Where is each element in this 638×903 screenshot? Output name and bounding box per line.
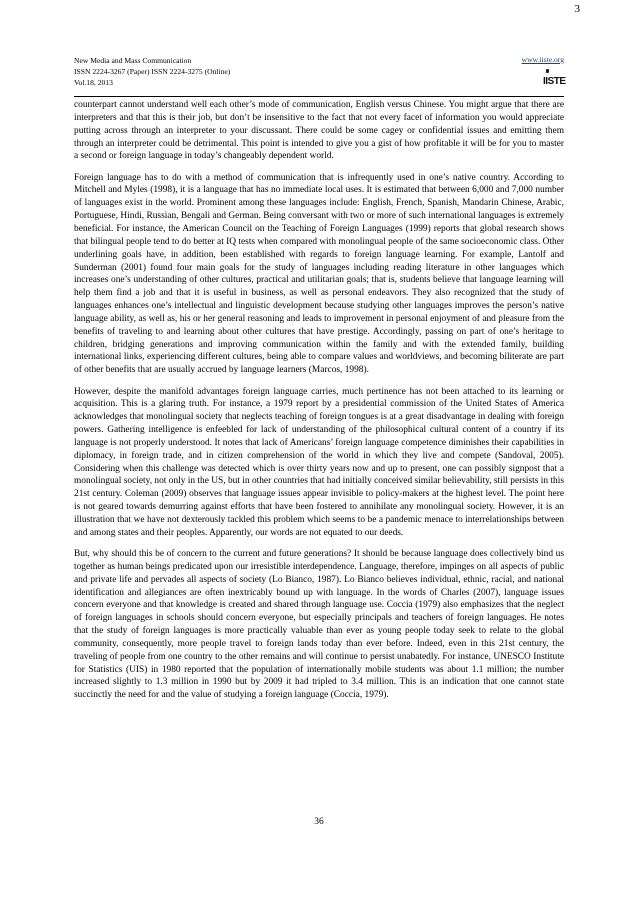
page-number-top: 3 (574, 3, 580, 15)
issn-line: ISSN 2224-3267 (Paper) ISSN 2224-3275 (Online) (74, 67, 231, 76)
journal-title: New Media and Mass Communication (74, 56, 192, 65)
article-body (74, 99, 564, 711)
logo-text: IISTE (543, 76, 566, 87)
paragraph-1: counterpart cannot understand well each other’s mode of communication, English versus Chinese. You might argue that there are interpreters and that this is their job, but don’t be insensitive to the fact that not every facet of information you would appreciate putting across through an interpreter to your discussant. There could be some cagey or confidential issues and emitting them through an interpreter could be detrimental. This point is intended to give you a gist of how profitable it will be for you to master a second or foreign language in today’s changeably dependent world. (74, 100, 564, 162)
paragraph-3: However, despite the manifold advantages foreign language carries, much pertinence has not been attached to its learning or acquisition. This is a glaring truth. For instance, a 1979 report by a presidential commission of the United States of America acknowledges that monolingual society that neglects teaching of foreign tongues is at a great disadvantage in dealing with foreign powers. Gathering intelligence is enfeebled for lack of understanding of the philosophical cultural content of a country if its language is not properly understood. It notes that lack of Americans’ foreign language competence diminishes their capabilities in diplomacy, in foreign trade, and in citizen comprehension of the world in which they live and compete (Sandoval, 2005). Considering when this challenge was detected which is over thirty years now and up to present, one can possibly signpost that a monolingual society, not only in the US, but in other countries that had initially conceived similar believability, still persists in this 21st century. Coleman (2009) observes that language issues appear invisible to policy-makers at the highest level. The point here is not geared towards demurring against efforts that have been fostered to annihilate any monolingual society. However, it is an illustration that we have not dexterously tackled this problem which seems to be a pandemic menace to interrelationships between and among states and their peoples. Apparently, our words are not equated to our deeds. (74, 386, 564, 538)
journal-header (74, 55, 564, 97)
iiste-logo-icon (543, 69, 566, 91)
paragraph-4: But, why should this be of concern to the current and future generations? It should be because language does collectively bind us together as human beings predicated upon our irresistible interdependence. Language, therefore, impinges on all aspects of public and private life and pervades all aspects of society (Lo Bianco, 1987). Lo Bianco believes individual, ethnic, racial, and national identification and allegiances are often inextricably bound up with language. In the words of Charles (2007), language issues concern everyone and that knowledge is created and shared through language use. Coccia (1979) also emphasizes that the neglect of foreign languages in schools should concern everyone, but especially principals and teachers of foreign languages. He notes that the study of foreign languages is more practically valuable than ever as young people today seek to relate to the global community, consequently, more people travel to foreign lands today than ever before. Indeed, even in this 21st century, the traveling of people from one country to the other remains and will continue to persist unabatedly. For instance, UNESCO Institute for Statistics (UIS) in 1980 reported that the population of internationally mobile students was about 1.1 million; the number increased slightly to 1.3 million in 1990 but by 2009 it had tripled to 3.4 million. This is an indication that one cannot state succinctly the need for and the value of studying a foreign language (Coccia, 1979). (74, 549, 564, 701)
page-number-bottom: 36 (314, 817, 324, 827)
volume-line: Vol.18, 2013 (74, 78, 113, 87)
header-divider (74, 96, 564, 97)
journal-url-link[interactable]: www.iiste.org (521, 55, 564, 64)
paragraph-2: Foreign language has to do with a method of communication that is infrequently used in one’s native country. According to Mitchell and Myles (1998), it is a language that has no immediate local uses. It is estimated that between 6,000 and 7,000 number of languages exist in the world. Prominent among these languages include: English, French, Spanish, Mandarin Chinese, Arabic, Portuguese, Hindi, Russian, Bengali and German. Being conversant with two or more of such international languages is extremely beneficial. For instance, the American Council on the Teaching of Foreign Languages (1999) reports that global research shows that bilingual people tend to do better at IQ tests when compared with monolingual people of the same socioeconomic class. Other underlining goals have, in addition, been established with regards to foreign language learning. For example, Lantolf and Sunderman (2001) found four main goals for the study of languages including reading literature in other languages which increases one’s understanding of other cultures, practical and utilitarian goals; that is, students believe that language learning will help them find a job and that it is useful in business, as well as personal endeavors. They also recognized that the study of languages enhances one’s intellectual and linguistic development because studying other languages improves the person’s native language ability, as well as, his or her general reasoning and leads to improvement in personal enjoyment of and pleasure from the benefits of traveling to and learning about other cultures that have prestige. Accordingly, passing on part of one’s heritage to children, bridging generations and improving communication within the family and with the extended family, building international links, experiencing different cultures, being able to compare values and worldviews, and becoming biliterate are part of other benefits that are usually accrued by language learners (Marcos, 1998). (74, 172, 564, 376)
